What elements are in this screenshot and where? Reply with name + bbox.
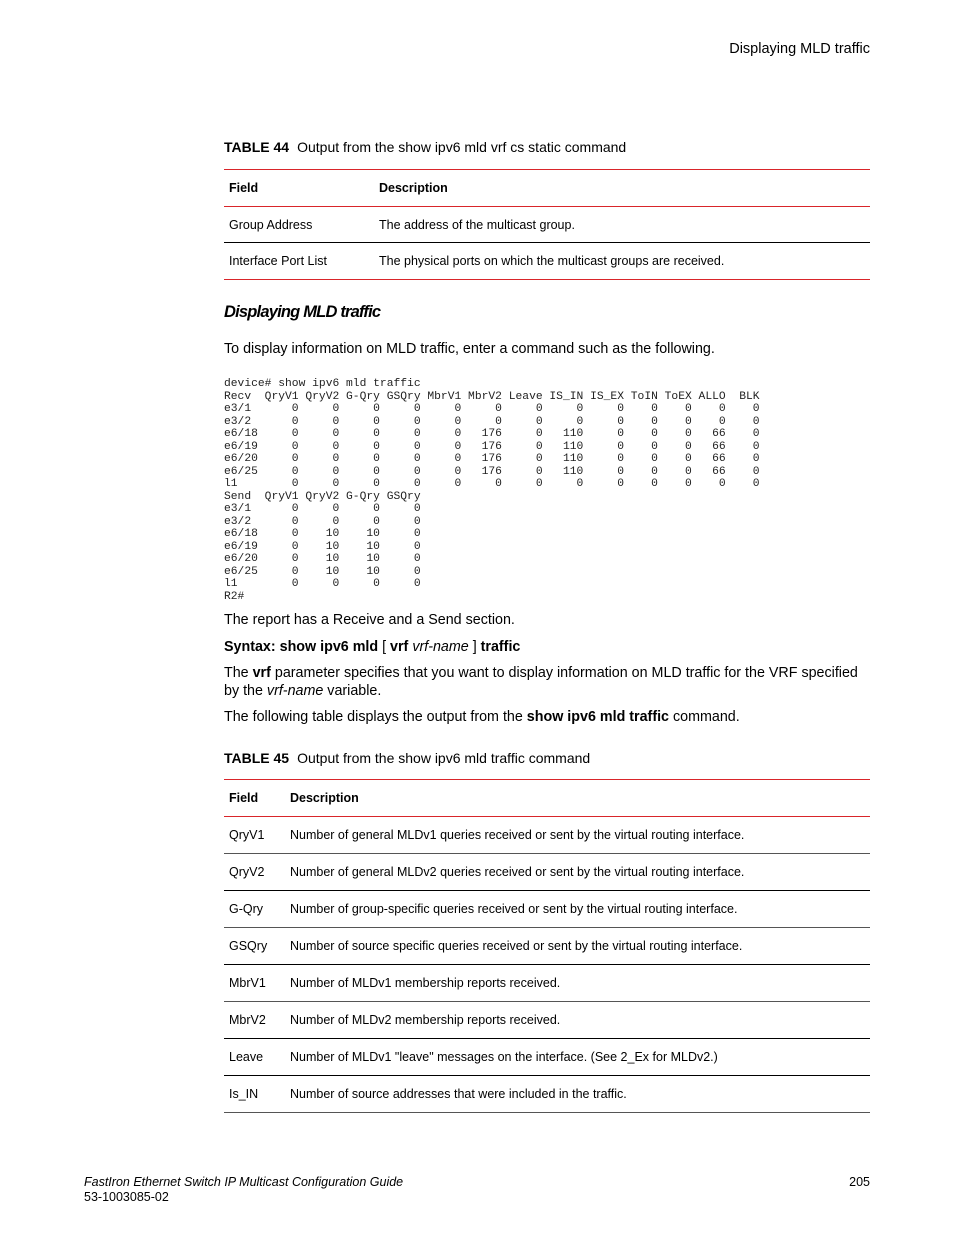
table-45-field: MbrV1 bbox=[229, 976, 266, 990]
footer-doc-number: 53-1003085-02 bbox=[84, 1190, 169, 1204]
table-45-label: TABLE 45 bbox=[224, 750, 290, 766]
report-note: The report has a Receive and a Send section. bbox=[224, 612, 515, 628]
table-44-col-field: Field bbox=[224, 170, 374, 207]
table-45-field: GSQry bbox=[229, 939, 268, 953]
table-45-description: Number of general MLDv1 queries received or sent by the virtual routing interface. bbox=[290, 828, 745, 842]
table-45-field: Is_IN bbox=[229, 1087, 259, 1101]
syntax-open-bracket: [ bbox=[378, 639, 391, 655]
table-45-description: Number of MLDv1 "leave" messages on the interface. (See 2_Ex for MLDv2.) bbox=[290, 1050, 718, 1064]
table-row bbox=[224, 817, 870, 854]
table-45-block bbox=[224, 750, 870, 1113]
vrf-para-end: variable. bbox=[323, 683, 382, 699]
table-45-description: Number of source specific queries received or sent by the virtual routing interface. bbox=[290, 939, 743, 953]
table-44-field: Group Address bbox=[229, 217, 313, 232]
table-45-field: QryV2 bbox=[229, 865, 265, 879]
syntax-traffic-keyword: traffic bbox=[480, 639, 521, 655]
table-44-description: The physical ports on which the multicast groups are received. bbox=[379, 254, 725, 268]
table-44-caption bbox=[224, 139, 870, 155]
vrf-para-mid: parameter specifies that you want to display information on MLD traffic for the VRF specified by the bbox=[224, 665, 858, 699]
table-row bbox=[224, 965, 870, 1002]
table-44-header-row bbox=[224, 170, 870, 207]
table-45-description: Number of MLDv1 membership reports received. bbox=[290, 976, 561, 990]
table-45 bbox=[224, 779, 870, 1113]
vrf-paragraph-block bbox=[224, 664, 870, 700]
table-intro-block bbox=[224, 708, 870, 726]
table-45-col-description: Description bbox=[285, 780, 870, 817]
table-44-label: TABLE 44 bbox=[224, 139, 290, 155]
syntax-close-bracket: ] bbox=[468, 639, 481, 655]
table-45-description: Number of general MLDv2 queries received or sent by the virtual routing interface. bbox=[290, 865, 745, 879]
table-row bbox=[224, 243, 870, 280]
table-row bbox=[224, 891, 870, 928]
table-45-field: QryV1 bbox=[229, 828, 265, 842]
table-44-col-description: Description bbox=[374, 170, 870, 207]
table-45-title: Output from the show ipv6 mld traffic command bbox=[297, 750, 591, 766]
table-45-header-row bbox=[224, 780, 870, 817]
table-44-description: The address of the multicast group. bbox=[379, 217, 575, 232]
syntax-vrf-keyword: vrf bbox=[390, 639, 409, 655]
table-44 bbox=[224, 169, 870, 280]
intro-paragraph: To display information on MLD traffic, enter a command such as the following. bbox=[224, 341, 715, 357]
syntax-prefix: Syntax: show ipv6 mld bbox=[224, 639, 379, 655]
vrf-para-variable: vrf-name bbox=[266, 683, 324, 699]
table-intro-paragraph bbox=[224, 708, 870, 726]
intro-paragraph-block bbox=[224, 340, 870, 358]
table-45-description: Number of source addresses that were included in the traffic. bbox=[290, 1087, 627, 1101]
running-header: Displaying MLD traffic bbox=[729, 41, 870, 57]
table-row bbox=[224, 1039, 870, 1076]
footer-left bbox=[84, 1175, 403, 1205]
code-listing: device# show ipv6 mld traffic Recv QryV1 QryV2 G-Qry GSQry MbrV1 MbrV2 Leave IS_IN IS_EX ToIN ToEX ALLO BLK e3/1 0 0 0 0 0 0 0 0 0 0 0 0 0 e3/2 0 0 0 0 0 0 0 0 0 0 0 0 0 e6/18 0 0 0 0 0 176 0 110 0 0 0 66 0 e6/19 0 0 0 0 0 176 0 110 0 0 0 66 0 e6/20 0 0 0 0 0 176 0 110 0 0 0 66 0 e6/25 0 0 0 0 0 176 0 110 0 0 0 66 0 l1 0 0 0 0 0 0 0 0 0 0 0 0 0 Send QryV1 QryV2 G-Qry GSQry e3/1 0 0 0 0 e3/2 0 0 0 0 e6/18 0 10 10 0 e6/19 0 10 10 0 e6/20 0 10 10 0 e6/25 0 10 10 0 l1 0 0 0 0 R2# bbox=[224, 378, 760, 603]
syntax-vrf-name: vrf-name bbox=[412, 639, 469, 655]
code-listing-block bbox=[224, 378, 844, 603]
table-45-field: G-Qry bbox=[229, 902, 264, 916]
syntax-line bbox=[224, 638, 870, 656]
table-45-caption bbox=[224, 750, 870, 766]
table-45-field: MbrV2 bbox=[229, 1013, 266, 1027]
table-44-field: Interface Port List bbox=[229, 254, 327, 268]
table-45-col-field: Field bbox=[224, 780, 285, 817]
table-intro-end: command. bbox=[669, 709, 740, 725]
table-row bbox=[224, 207, 870, 243]
table-45-description: Number of MLDv2 membership reports received. bbox=[290, 1013, 561, 1027]
table-45-field: Leave bbox=[229, 1050, 264, 1064]
table-row bbox=[224, 1002, 870, 1039]
table-44-block bbox=[224, 139, 870, 280]
section-heading-block bbox=[224, 303, 870, 322]
vrf-paragraph bbox=[224, 664, 870, 700]
table-row bbox=[224, 854, 870, 891]
syntax-block bbox=[224, 638, 870, 656]
table-intro-command: show ipv6 mld traffic bbox=[526, 709, 669, 725]
footer-page-number: 205 bbox=[849, 1175, 870, 1189]
vrf-para-the: The bbox=[224, 665, 253, 681]
table-row bbox=[224, 928, 870, 965]
footer-guide-title: FastIron Ethernet Switch IP Multicast Configuration Guide bbox=[84, 1175, 404, 1189]
table-45-description: Number of group-specific queries received or sent by the virtual routing interface. bbox=[290, 902, 738, 916]
table-row bbox=[224, 1076, 870, 1113]
vrf-para-keyword: vrf bbox=[252, 665, 271, 681]
table-44-title: Output from the show ipv6 mld vrf cs static command bbox=[297, 139, 627, 155]
table-intro-start: The following table displays the output from the bbox=[224, 709, 527, 725]
section-heading: Displaying MLD traffic bbox=[224, 303, 381, 321]
report-note-block bbox=[224, 611, 870, 629]
